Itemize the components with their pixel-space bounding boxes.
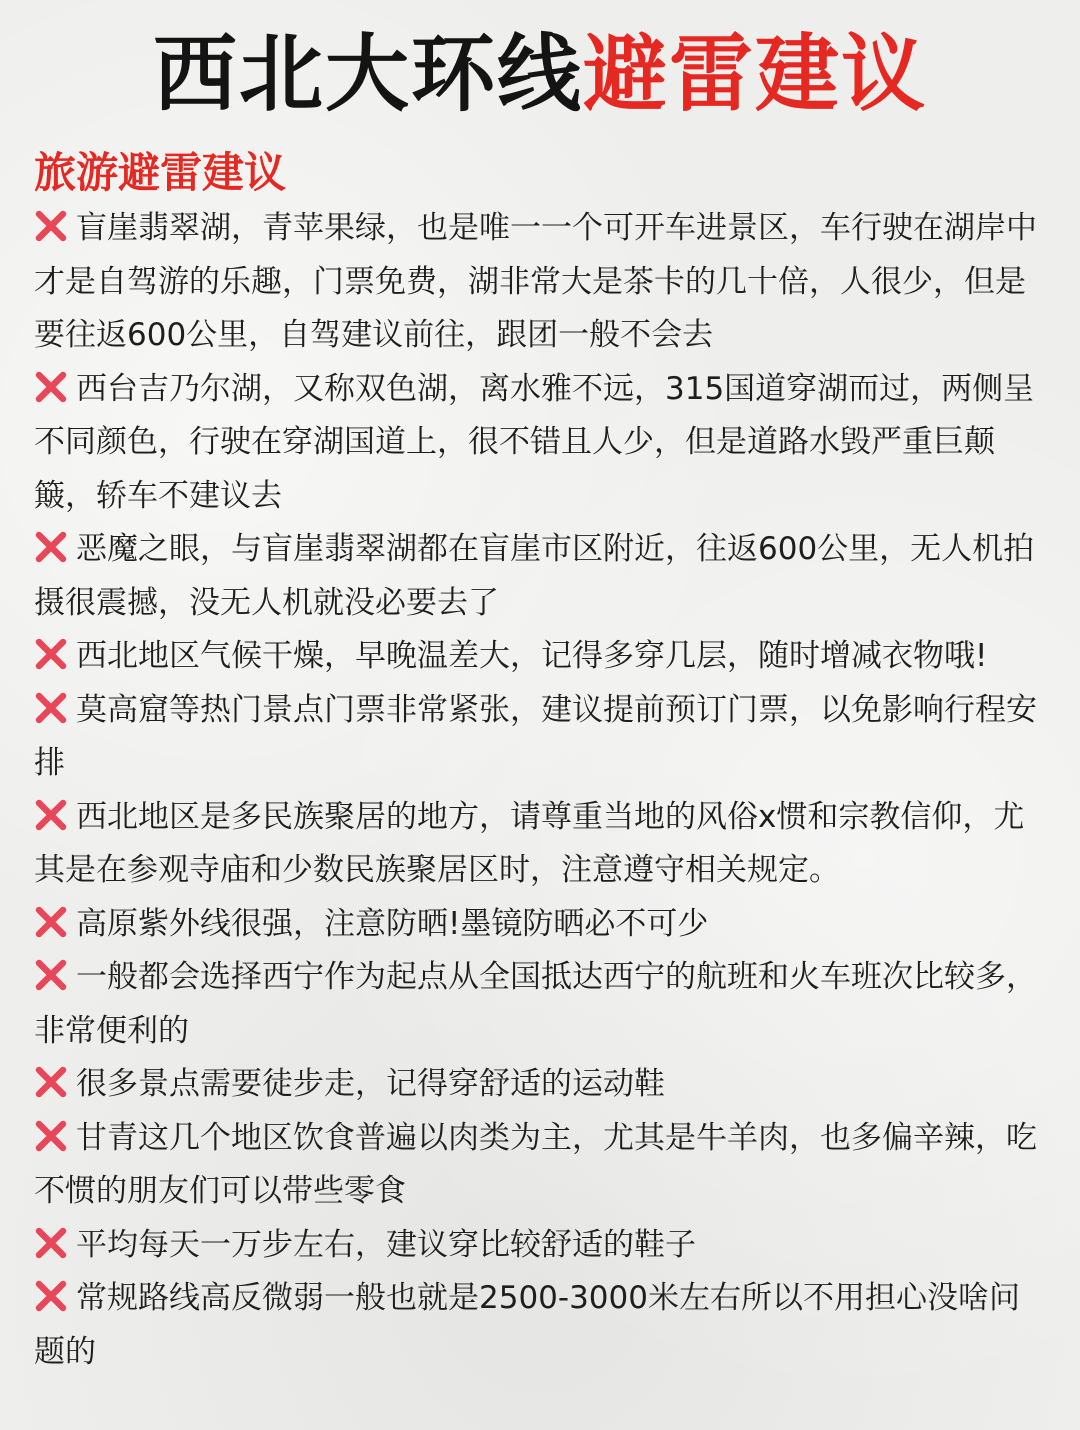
tip-item (34, 523, 1046, 630)
cross-mark-icon (34, 370, 68, 404)
tip-text: 西台吉乃尔湖，又称双色湖，离水雅不远，315国道穿湖而过，两侧呈不同颜色，行驶在穿湖国道上，很不错且人少，但是道路水毁严重巨颠簸，轿车不建议去 (34, 370, 1035, 514)
tip-item (34, 791, 1046, 898)
tip-text: 莫高窟等热门景点门票非常紧张，建议提前预订门票，以免影响行程安排 (34, 691, 1037, 781)
tip-text: 常规路线高反微弱一般也就是2500-3000米左右所以不用担心没啥问题的 (34, 1280, 1020, 1370)
cross-mark-icon (34, 1226, 68, 1260)
title-black-part: 西北大环线 (152, 25, 583, 123)
tip-item (34, 684, 1046, 791)
tip-text: 很多景点需要徒步走，记得穿舒适的运动鞋 (76, 1066, 665, 1102)
tip-text: 一般都会选择西宁作为起点从全国抵达西宁的航班和火车班次比较多，非常便利的 (34, 959, 1037, 1049)
tips-list (34, 202, 1046, 1379)
tip-item (34, 898, 1046, 952)
tip-text: 平均每天一万步左右，建议穿比较舒适的鞋子 (76, 1226, 696, 1263)
tip-text: 西北地区气候干燥，早晚温差大，记得多穿几层，随时增减衣物哦! (76, 638, 988, 674)
tip-text: 甘青这几个地区饮食普遍以肉类为主，尤其是牛羊肉，也多偏辛辣，吃不惯的朋友们可以带些零食 (34, 1119, 1037, 1209)
tip-item (34, 1219, 1046, 1273)
cross-mark-icon (34, 530, 68, 564)
tip-text: 高原紫外线很强，注意防晒!墨镜防晒必不可少 (76, 905, 709, 942)
tip-item (34, 202, 1046, 363)
cross-mark-icon (34, 691, 68, 725)
cross-mark-icon (34, 1065, 68, 1099)
tip-item (34, 951, 1046, 1058)
cross-mark-icon (34, 905, 68, 939)
tip-item (34, 1058, 1046, 1112)
cross-mark-icon (34, 209, 68, 243)
cross-mark-icon (34, 958, 68, 992)
page-title (34, 0, 1046, 122)
cross-mark-icon (34, 1119, 68, 1153)
title-red-part: 避雷建议 (583, 25, 928, 123)
tip-item (34, 1272, 1046, 1379)
tip-item (34, 630, 1046, 684)
cross-mark-icon (34, 798, 68, 832)
tip-text: 盲崖翡翠湖，青苹果绿，也是唯一一个可开车进景区，车行驶在湖岸中才是自驾游的乐趣，门票免费，湖非常大是茶卡的几十倍，人很少，但是要往返600公里，自驾建议前往，跟团一般不会去 (34, 210, 1037, 353)
cross-mark-icon (34, 637, 68, 671)
section-title: 旅游避雷建议 (34, 148, 287, 197)
tip-text: 西北地区是多民族聚居的地方，请尊重当地的风俗x惯和宗教信仰，尤其是在参观寺庙和少数民族聚居区时，注意遵守相关规定。 (34, 798, 1025, 888)
cross-mark-icon (34, 1279, 68, 1313)
tip-item (34, 1112, 1046, 1219)
tip-text: 恶魔之眼，与盲崖翡翠湖都在盲崖市区附近，往返600公里，无人机拍摄很震撼，没无人机就没必要去了 (34, 531, 1035, 621)
tip-item (34, 363, 1046, 524)
